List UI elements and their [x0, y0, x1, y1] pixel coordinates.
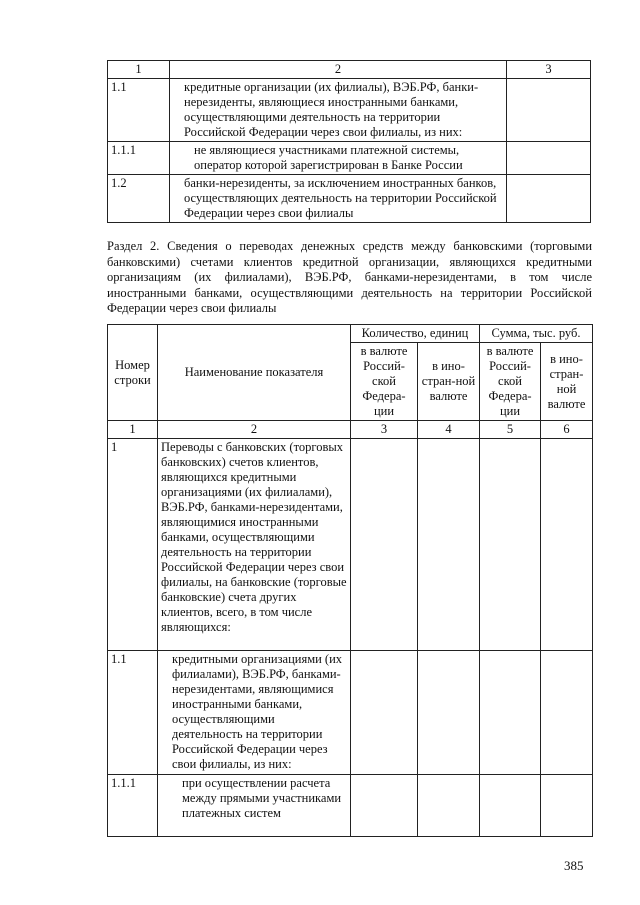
row-text: Переводы с банковских (торговых банковских) счетов клиентов, являющихся кредитными организациями (их филиалами), ВЭБ.РФ, банками-нерезидентами, являющимися иностранными банками, осуществляющими деятельность на территории Российской Федерации через свои филиалы, на банковские (торговые банковские) счета других клиентов, всего, в том числе являющихся:: [158, 439, 351, 651]
table-header-row: [108, 61, 591, 79]
section-title: Сведения о переводах денежных средств между банковскими (торговыми банковскими) счетами клиентов кредитной организации, являющихся кредитными организациям (их филиалами), ВЭБ.РФ, банками-нерезидентами, в том числе иностранными банками, осуществляющими деятельность на территории Российской Федерации через свои филиалы: [107, 239, 593, 315]
row-text: банки-нерезиденты, за исключением иностранных банков, осуществляющих деятельность на территории Российской Федерации через свои филиалы: [170, 175, 507, 223]
section-2-table: [107, 324, 593, 837]
sub-header-rub: в валюте Россий-ской Федера-ции: [351, 343, 418, 421]
section-label: Раздел 2.: [107, 239, 160, 253]
row-value: [418, 651, 480, 775]
row-value: [507, 142, 591, 175]
row-text: не являющиеся участниками платежной системы, оператор которой зарегистрирован в Банке России: [170, 142, 507, 175]
row-value: [507, 79, 591, 142]
row-value: [351, 439, 418, 651]
column-number: 2: [158, 421, 351, 439]
col-header-indicator: Наименование показателя: [158, 325, 351, 421]
row-value: [351, 651, 418, 775]
col-group-quantity: Количество, единиц: [351, 325, 480, 343]
row-number: 1.1.1: [108, 142, 170, 175]
row-value: [480, 439, 541, 651]
row-value: [541, 775, 593, 837]
column-number: 4: [418, 421, 480, 439]
table-header-row: [108, 325, 593, 343]
row-text: кредитными организациями (их филиалами), ВЭБ.РФ, банками-нерезидентами, являющимися иностранными банками, осуществляющими деятельность на территории Российской Федерации через свои филиалы, из них:: [158, 651, 351, 775]
row-value: [480, 651, 541, 775]
row-number: 1.2: [108, 175, 170, 223]
row-text: кредитные организации (их филиалы), ВЭБ.РФ, банки-нерезиденты, являющиеся иностранными банками, осуществляющими деятельность на территории Российской Федерации через свои филиалы, из них:: [170, 79, 507, 142]
table-continued: [107, 60, 591, 223]
row-value: [507, 175, 591, 223]
page-number: 385: [564, 858, 584, 873]
row-value: [351, 775, 418, 837]
col-group-sum: Сумма, тыс. руб.: [480, 325, 593, 343]
row-number: 1: [108, 439, 158, 651]
row-value: [418, 775, 480, 837]
table-row: [108, 775, 593, 837]
table-row: [108, 175, 591, 223]
row-value: [541, 651, 593, 775]
sub-header-foreign: в ино-стран-ной валюте: [418, 343, 480, 421]
header-cell: 3: [507, 61, 591, 79]
row-number: 1.1: [108, 651, 158, 775]
column-number: 1: [108, 421, 158, 439]
row-number: 1.1.1: [108, 775, 158, 837]
table-row: [108, 79, 591, 142]
column-number: 5: [480, 421, 541, 439]
column-number: 3: [351, 421, 418, 439]
row-value: [480, 775, 541, 837]
table-row: [108, 439, 593, 651]
header-cell: 2: [170, 61, 507, 79]
sub-header-foreign: в ино-стран-ной валюте: [541, 343, 593, 421]
row-number: 1.1: [108, 79, 170, 142]
table-row: [108, 651, 593, 775]
table-row: [108, 142, 591, 175]
row-text: при осуществлении расчета между прямыми участниками платежных систем: [158, 775, 351, 837]
sub-header-rub: в валюте Россий-ской Федера-ции: [480, 343, 541, 421]
row-value: [418, 439, 480, 651]
row-value: [541, 439, 593, 651]
column-number-row: [108, 421, 593, 439]
header-cell: 1: [108, 61, 170, 79]
column-number: 6: [541, 421, 593, 439]
section-heading: [107, 239, 592, 317]
col-header-row-number: Номер строки: [108, 325, 158, 421]
